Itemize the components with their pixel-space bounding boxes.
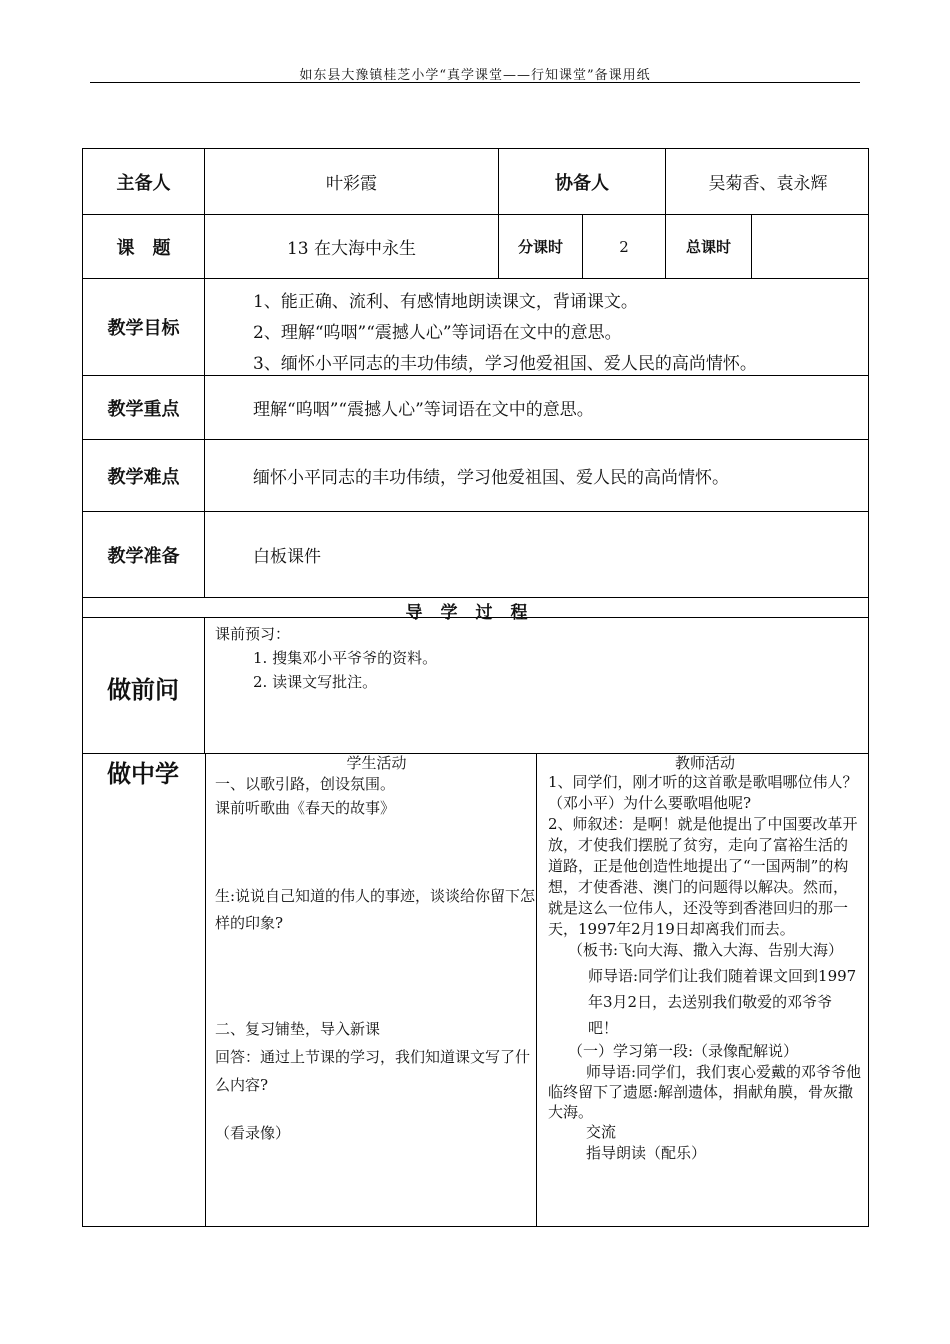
student-activity-column xyxy=(215,754,538,1145)
difficulties-label: 教学难点 xyxy=(83,440,205,511)
main-preparer-label: 主备人 xyxy=(83,149,205,214)
teacher-activity-text: 指导朗读（配乐） xyxy=(586,1144,707,1162)
preview-section xyxy=(215,622,437,694)
row-topic xyxy=(83,215,868,279)
teacher-activity-text: 师导语:同学们让我们随着课文回到1997年3月2日，去送别我们敬爱的邓爷爷吧！ xyxy=(588,967,857,1037)
row-difficulties xyxy=(83,440,868,512)
key-points-label: 教学重点 xyxy=(83,376,205,439)
preview-item: 2. 读课文写批注。 xyxy=(253,673,378,691)
goals-list xyxy=(253,287,757,380)
preview-item: 1. 搜集邓小平爷爷的资料。 xyxy=(253,649,438,667)
topic-label: 课 题 xyxy=(83,215,205,278)
before-class-label: 做前问 xyxy=(107,676,179,704)
row-during-class xyxy=(83,754,868,1226)
teacher-activity-text: （板书:飞向大海、撒入大海、告别大海） xyxy=(568,941,844,959)
topic-value: 13 在大海中永生 xyxy=(205,215,499,278)
student-activity-text: 回答：通过上节课的学习，我们知道课文写了什么内容? xyxy=(215,1048,531,1094)
teacher-activity-text: 2、师叙述：是啊！就是他提出了中国要改革开放，才使我们摆脱了贫穷，走向了富裕生活的道路，正是他创造性地提出了“一国两制”的构想，才使香港、澳门的问题得以解决。然而，就是这么一位伟人，还没等到香港回归的那一天，1997年2月19日却离我们而去。 xyxy=(548,815,858,938)
page-header: 如东县大豫镇桂芝小学“真学课堂——行知课堂”备课用纸 xyxy=(299,68,651,83)
teacher-activity-column xyxy=(538,754,870,1164)
preparation-value: 白板课件 xyxy=(253,547,321,567)
student-activity-text: 一、以歌引路，创设氛围。 xyxy=(215,775,396,793)
student-activity-text: 二、复习铺垫，导入新课 xyxy=(215,1020,381,1038)
row-preparers xyxy=(83,149,868,215)
row-key-points xyxy=(83,376,868,440)
key-points-value: 理解“呜咽”“震撼人心”等词语在文中的意思。 xyxy=(253,400,594,420)
left-divider xyxy=(205,754,206,1226)
goal-item: 2、理解“呜咽”“震撼人心”等词语在文中的意思。 xyxy=(253,323,622,343)
goal-item: 1、能正确、流利、有感情地朗读课文，背诵课文。 xyxy=(253,292,638,312)
row-goals xyxy=(83,279,868,376)
student-activity-text: 生:说说自己知道的伟人的事迹，谈谈给你留下怎样的印象? xyxy=(215,887,536,932)
split-lesson-label: 分课时 xyxy=(499,215,583,278)
teacher-activity-text: 1、同学们，刚才听的这首歌是歌唱哪位伟人？（邓小平）为什么要歌唱他呢? xyxy=(548,773,858,812)
goal-item: 3、缅怀小平同志的丰功伟绩，学习他爱祖国、爱人民的高尚情怀。 xyxy=(253,354,757,374)
process-title: 导学过程 xyxy=(405,603,546,623)
teacher-activity-text: 交流 xyxy=(586,1123,617,1141)
main-preparer-value: 叶彩霞 xyxy=(205,149,499,214)
row-before-class xyxy=(83,618,868,754)
split-lesson-value: 2 xyxy=(583,215,666,278)
during-class-label: 做中学 xyxy=(107,760,179,788)
co-preparer-value: 吴菊香、袁永辉 xyxy=(708,174,828,194)
co-preparer-label: 协备人 xyxy=(499,149,666,214)
teacher-activity-text: 师导语:同学们，我们衷心爱戴的邓爷爷他临终留下了遗愿:解剖遗体，捐献角膜，骨灰撒大海。 xyxy=(548,1063,862,1121)
difficulties-value: 缅怀小平同志的丰功伟绩，学习他爱祖国、爱人民的高尚情怀。 xyxy=(253,468,729,488)
header-divider xyxy=(90,82,860,83)
preview-title: 课前预习： xyxy=(215,625,291,643)
total-lesson-value xyxy=(752,215,870,278)
preparation-label: 教学准备 xyxy=(83,512,205,597)
lesson-plan-table xyxy=(82,148,869,1227)
teacher-activity-text: （一）学习第一段:（录像配解说） xyxy=(568,1042,799,1060)
row-process-title xyxy=(83,598,868,623)
goals-label: 教学目标 xyxy=(83,279,205,375)
total-lesson-label: 总课时 xyxy=(666,215,752,278)
teacher-activity-heading: 教师活动 xyxy=(674,754,735,772)
row-preparation xyxy=(83,512,868,598)
student-activity-text: （看录像） xyxy=(215,1124,291,1142)
student-activity-text: 课前听歌曲《春天的故事》 xyxy=(215,799,396,817)
student-activity-heading: 学生活动 xyxy=(346,754,407,772)
